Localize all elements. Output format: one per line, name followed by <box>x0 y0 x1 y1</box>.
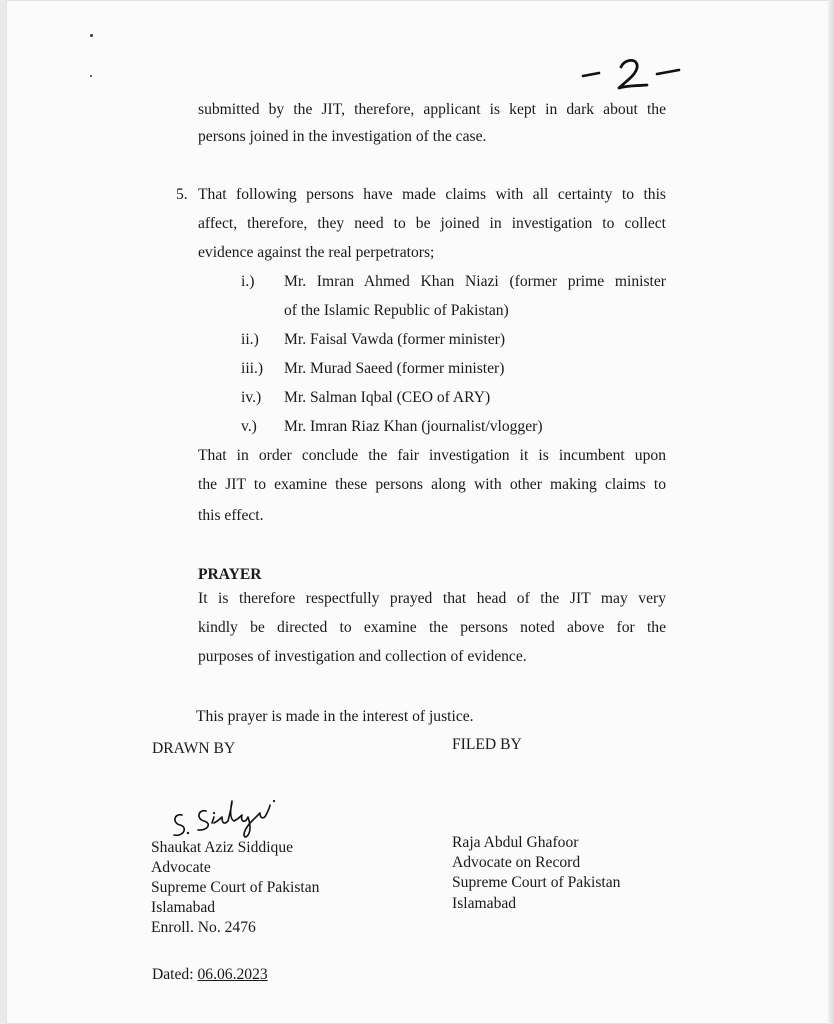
list-item-number: iv.) <box>241 389 262 406</box>
document-page <box>6 0 834 1024</box>
filed-by-heading: FILED BY <box>452 736 522 753</box>
list-item: Mr. Imran Riaz Khan (journalist/vlogger) <box>284 418 543 435</box>
paragraph-line: affect, therefore, they need to be joined in investigation to collect <box>198 215 666 232</box>
drawn-by-title: Advocate <box>151 859 211 876</box>
prayer-line: It is therefore respectfully prayed that head of the JIT may very <box>198 590 666 607</box>
paragraph-line: That following persons have made claims with all certainty to this <box>198 186 666 203</box>
prayer-line: purposes of investigation and collection of evidence. <box>198 648 527 665</box>
list-item: Mr. Salman Iqbal (CEO of ARY) <box>284 389 491 406</box>
filed-by-name: Raja Abdul Ghafoor <box>452 834 579 851</box>
list-item-number: ii.) <box>241 331 259 348</box>
conclusion-line: That in order conclude the fair investigation it is incumbent upon <box>198 447 666 464</box>
scan-speck <box>90 34 93 37</box>
list-item: of the Islamic Republic of Pakistan) <box>284 302 509 319</box>
list-item: Mr. Murad Saeed (former minister) <box>284 360 505 377</box>
drawn-by-enroll: Enroll. No. 2476 <box>151 919 256 936</box>
list-item: Mr. Faisal Vawda (former minister) <box>284 331 506 348</box>
drawn-by-heading: DRAWN BY <box>152 740 236 757</box>
prayer-line: kindly be directed to examine the persons noted above for the <box>198 619 666 636</box>
scan-speck <box>90 75 92 77</box>
dated-line <box>152 966 268 984</box>
list-item: Mr. Imran Ahmed Khan Niazi (former prime minister <box>284 273 666 290</box>
list-item-number: i.) <box>241 273 255 290</box>
filed-by-city: Islamabad <box>452 895 517 912</box>
drawn-by-city: Islamabad <box>151 899 216 916</box>
dated-value: 06.06.2023 <box>197 966 268 983</box>
drawn-by-court: Supreme Court of Pakistan <box>151 879 320 896</box>
signature-image <box>166 793 296 841</box>
conclusion-line: the JIT to examine these persons along with other making claims to <box>198 476 666 493</box>
paragraph-line: evidence against the real perpetrators; <box>198 244 435 261</box>
closing-statement: This prayer is made in the interest of justice. <box>196 708 474 725</box>
filed-by-court: Supreme Court of Pakistan <box>452 874 621 891</box>
filed-by-title: Advocate on Record <box>452 854 581 871</box>
list-item-number: v.) <box>241 418 257 435</box>
page-number-handwritten <box>581 52 686 92</box>
intro-line: persons joined in the investigation of the case. <box>198 128 487 145</box>
paragraph-number: 5. <box>176 186 188 203</box>
intro-line: submitted by the JIT, therefore, applicant is kept in dark about the <box>198 101 666 118</box>
drawn-by-name: Shaukat Aziz Siddique <box>151 839 294 856</box>
dated-label: Dated: <box>152 966 194 983</box>
conclusion-line: this effect. <box>198 507 264 524</box>
page-edge <box>828 0 834 1024</box>
prayer-heading: PRAYER <box>198 566 262 583</box>
list-item-number: iii.) <box>241 360 264 377</box>
